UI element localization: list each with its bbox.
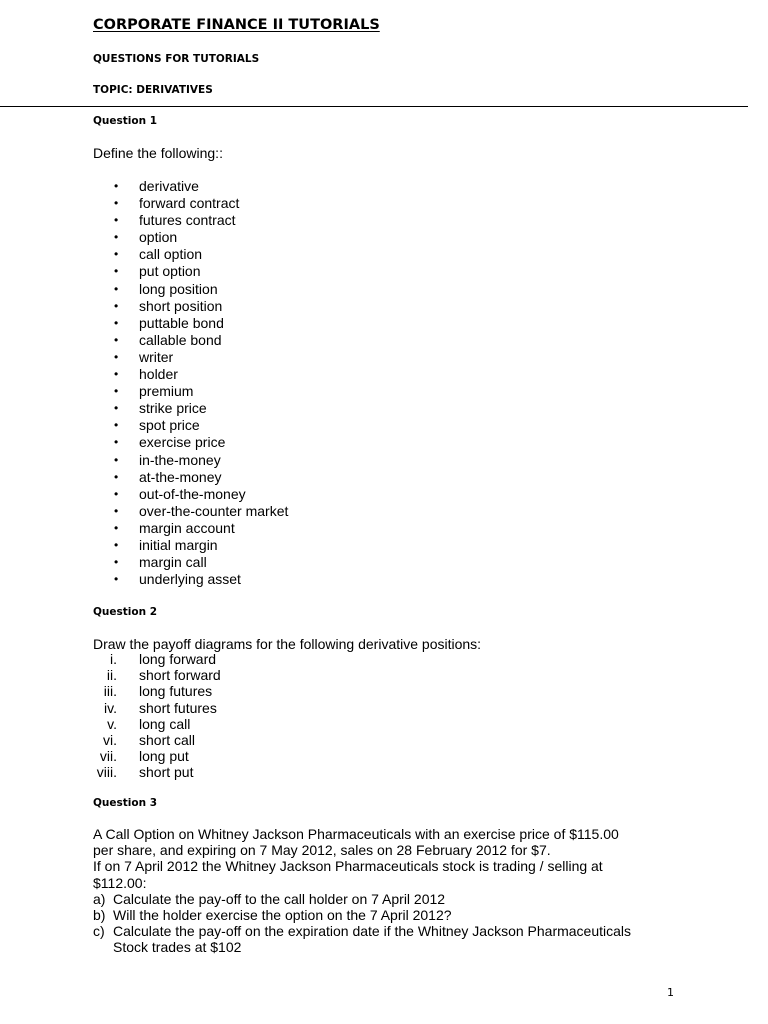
bullet-icon: • [114,349,119,364]
question-3-line: $112.00: [93,874,147,891]
term-text: spot price [139,417,200,434]
list-item [93,417,288,434]
list-item [93,349,288,366]
part-text: Calculate the pay-off on the expiration date if the Whitney Jackson Pharmaceuticals [113,923,632,940]
term-text: margin account [139,519,235,536]
list-item [93,195,288,212]
list-item [93,315,288,332]
list-item [93,298,288,315]
list-item [93,520,288,537]
definition-terms-list [93,178,288,588]
bullet-icon: • [114,572,119,587]
position-text: long forward [139,651,217,667]
term-text: call option [139,246,203,263]
term-text: writer [139,348,174,365]
position-text: long futures [139,683,213,700]
list-item [93,400,288,417]
bullet-icon: • [114,213,119,228]
question-1-heading: Question 1 [93,115,158,127]
bullet-icon: • [114,332,119,347]
horizontal-divider [0,106,748,107]
question-3-part-c [93,923,693,939]
position-text: short call [139,731,196,748]
bullet-icon: • [114,452,119,467]
item-number: viii. [96,764,117,781]
list-item [93,683,221,699]
position-text: short forward [139,667,221,684]
term-text: initial margin [139,536,218,553]
item-number: v. [107,715,117,732]
bullet-icon: • [114,247,119,262]
term-text: in-the-money [139,451,221,468]
list-item [93,332,288,349]
question-3-part-c-continuation: Stock trades at $102 [113,939,242,956]
list-item [93,281,288,298]
item-number: iv. [104,699,117,716]
bullet-icon: • [114,367,119,382]
position-text: long call [139,715,191,732]
term-text: futures contract [139,212,236,229]
bullet-icon: • [114,469,119,484]
term-text: strike price [139,400,207,417]
bullet-icon: • [114,435,119,450]
list-item [93,383,288,400]
bullet-icon: • [114,401,119,416]
derivative-positions-list [93,651,221,781]
list-item [93,571,288,588]
term-text: short position [139,297,223,314]
bullet-icon: • [114,384,119,399]
page-number: 1 [667,986,674,999]
question-3-line: A Call Option on Whitney Jackson Pharmaceuticals with an exercise price of $115.00 [93,826,619,842]
list-item [93,764,221,780]
question-2-heading: Question 2 [93,606,158,618]
bullet-icon: • [114,418,119,433]
term-text: long position [139,280,218,297]
bullet-icon: • [114,537,119,552]
term-text: puttable bond [139,314,224,331]
bullet-icon: • [114,230,119,245]
term-text: over-the-counter market [139,502,289,519]
list-item [93,700,221,716]
part-text: Calculate the pay-off to the call holder on 7 April 2012 [113,890,446,907]
item-number: ii. [106,667,117,684]
term-text: forward contract [139,195,240,212]
question-3-line: per share, and expiring on 7 May 2012, sales on 28 February 2012 for $7. [93,842,551,859]
topic-heading: TOPIC: DERIVATIVES [93,84,213,96]
term-text: derivative [139,178,199,194]
list-item [93,667,221,683]
position-text: short futures [139,699,217,716]
term-text: premium [139,383,194,400]
list-item [93,537,288,554]
list-item [93,748,221,764]
bullet-icon: • [114,503,119,518]
question-3-part-a [93,891,693,907]
item-number: vi. [103,731,117,748]
bullet-icon: • [114,315,119,330]
part-label: a) [93,890,106,907]
question-3-body [93,826,693,956]
list-item [93,178,288,195]
list-item [93,452,288,469]
list-item [93,212,288,229]
item-number: iii. [103,683,117,700]
term-text: holder [139,366,178,383]
term-text: exercise price [139,434,226,451]
list-item [93,651,221,667]
part-label: c) [93,923,105,940]
part-text: Will the holder exercise the option on the 7 April 2012? [113,906,452,923]
bullet-icon: • [114,179,119,193]
question-3-line: If on 7 April 2012 the Whitney Jackson Pharmaceuticals stock is trading / selling at [93,858,603,875]
list-item [93,434,288,451]
document-title: CORPORATE FINANCE II TUTORIALS [93,17,380,33]
question-1-prompt: Define the following:: [93,145,223,161]
term-text: margin call [139,554,207,571]
item-number: i. [110,651,117,667]
list-item [93,246,288,263]
bullet-icon: • [114,486,119,501]
list-item [93,486,288,503]
question-3-heading: Question 3 [93,797,158,809]
bullet-icon: • [114,520,119,535]
term-text: out-of-the-money [139,485,246,502]
question-2-prompt: Draw the payoff diagrams for the following derivative positions: [93,636,482,652]
list-item [93,716,221,732]
term-text: at-the-money [139,468,222,485]
list-item [93,732,221,748]
bullet-icon: • [114,281,119,296]
list-item [93,469,288,486]
list-item [93,554,288,571]
list-item [93,503,288,520]
bullet-icon: • [114,298,119,313]
item-number: vii. [99,748,117,765]
bullet-icon: • [114,196,119,211]
document-subtitle: QUESTIONS FOR TUTORIALS [93,53,260,65]
term-text: callable bond [139,331,222,348]
bullet-icon: • [114,264,119,279]
list-item [93,229,288,246]
term-text: option [139,229,178,246]
term-text: put option [139,263,201,280]
list-item [93,263,288,280]
list-item [93,366,288,383]
position-text: short put [139,764,194,781]
term-text: underlying asset [139,571,241,588]
bullet-icon: • [114,555,119,570]
position-text: long put [139,748,189,765]
part-label: b) [93,906,106,923]
question-3-part-b [93,907,693,923]
